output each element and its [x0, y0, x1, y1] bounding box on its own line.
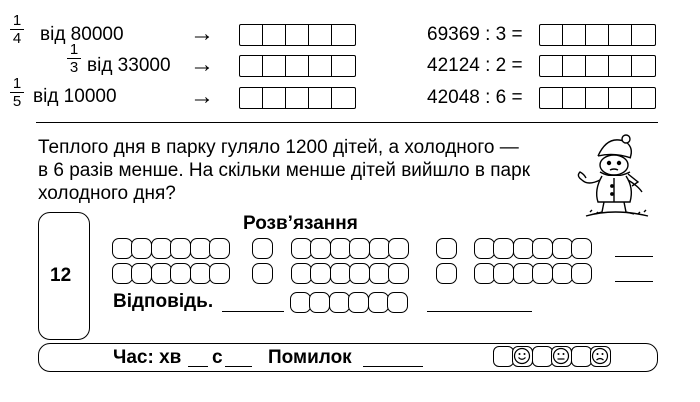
- solution-operator-1a[interactable]: [252, 238, 271, 259]
- sad-face-icon[interactable]: [590, 346, 611, 367]
- fraction-text-2: від 33000: [87, 55, 171, 76]
- answer-cells[interactable]: [290, 292, 406, 313]
- fraction-text-1: від 80000: [40, 24, 124, 45]
- solution-operator-1b[interactable]: [436, 238, 455, 259]
- fraction-1-3: $\frac{1}{3}$: [67, 42, 81, 75]
- solution-label: Розв’язання: [243, 213, 358, 234]
- solution-cells-2a[interactable]: [112, 263, 228, 284]
- division-boxes-2[interactable]: [539, 55, 656, 77]
- time-seconds-label: с: [212, 347, 223, 368]
- fraction-1-5: $\frac{1}{5}$: [10, 76, 24, 109]
- mood-box-2[interactable]: [532, 346, 553, 367]
- fraction-text-3: від 10000: [33, 86, 117, 107]
- answer-line-left[interactable]: [222, 311, 284, 312]
- division-expression-3: 42048 : 6 =: [427, 87, 523, 108]
- solution-cells-1b[interactable]: [291, 238, 407, 259]
- mood-rating: [493, 346, 609, 367]
- solution-operator-2a[interactable]: [252, 263, 271, 284]
- errors-line[interactable]: [363, 366, 423, 367]
- solution-name-line-1[interactable]: [615, 256, 653, 257]
- arrow-right-icon: →: [190, 51, 214, 78]
- problem-line-1: Теплого дня в парку гуляло 1200 дітей, а холодного —: [38, 137, 519, 158]
- answer-label: Відповідь.: [113, 291, 214, 312]
- solution-cells-1c[interactable]: [474, 238, 590, 259]
- problem-number: 12: [50, 265, 72, 286]
- arrow-right-icon: →: [190, 20, 214, 47]
- problem-line-2: в 6 разів менше. На скільки менше дітей вийшло в парк: [38, 160, 531, 181]
- happy-face-icon[interactable]: [512, 346, 533, 367]
- answer-boxes-1[interactable]: [239, 24, 356, 46]
- minutes-line[interactable]: [188, 366, 208, 367]
- answer-boxes-3[interactable]: [239, 87, 356, 109]
- problem-line-3: холодного дня?: [38, 183, 176, 204]
- neutral-face-icon[interactable]: [551, 346, 572, 367]
- seconds-line[interactable]: [225, 366, 252, 367]
- solution-operator-2b[interactable]: [436, 263, 455, 284]
- division-expression-1: 69369 : 3 =: [427, 24, 523, 45]
- errors-label: Помилок: [268, 347, 352, 368]
- mood-box-3[interactable]: [571, 346, 592, 367]
- arrow-right-icon: →: [190, 83, 214, 110]
- solution-cells-2b[interactable]: [291, 263, 407, 284]
- fraction-1-4: $\frac{1}{4}$: [10, 13, 24, 46]
- time-minutes-label: Час: хв: [113, 347, 182, 368]
- winter-child-illustration: [568, 128, 660, 220]
- solution-cells-2c[interactable]: [474, 263, 590, 284]
- division-boxes-3[interactable]: [539, 87, 656, 109]
- section-divider: [36, 122, 658, 123]
- solution-name-line-2[interactable]: [615, 281, 653, 282]
- mood-box-1[interactable]: [493, 346, 514, 367]
- answer-boxes-2[interactable]: [239, 55, 356, 77]
- answer-line-right[interactable]: [427, 311, 532, 312]
- division-expression-2: 42124 : 2 =: [427, 55, 523, 76]
- solution-cells-1a[interactable]: [112, 238, 228, 259]
- division-boxes-1[interactable]: [539, 24, 656, 46]
